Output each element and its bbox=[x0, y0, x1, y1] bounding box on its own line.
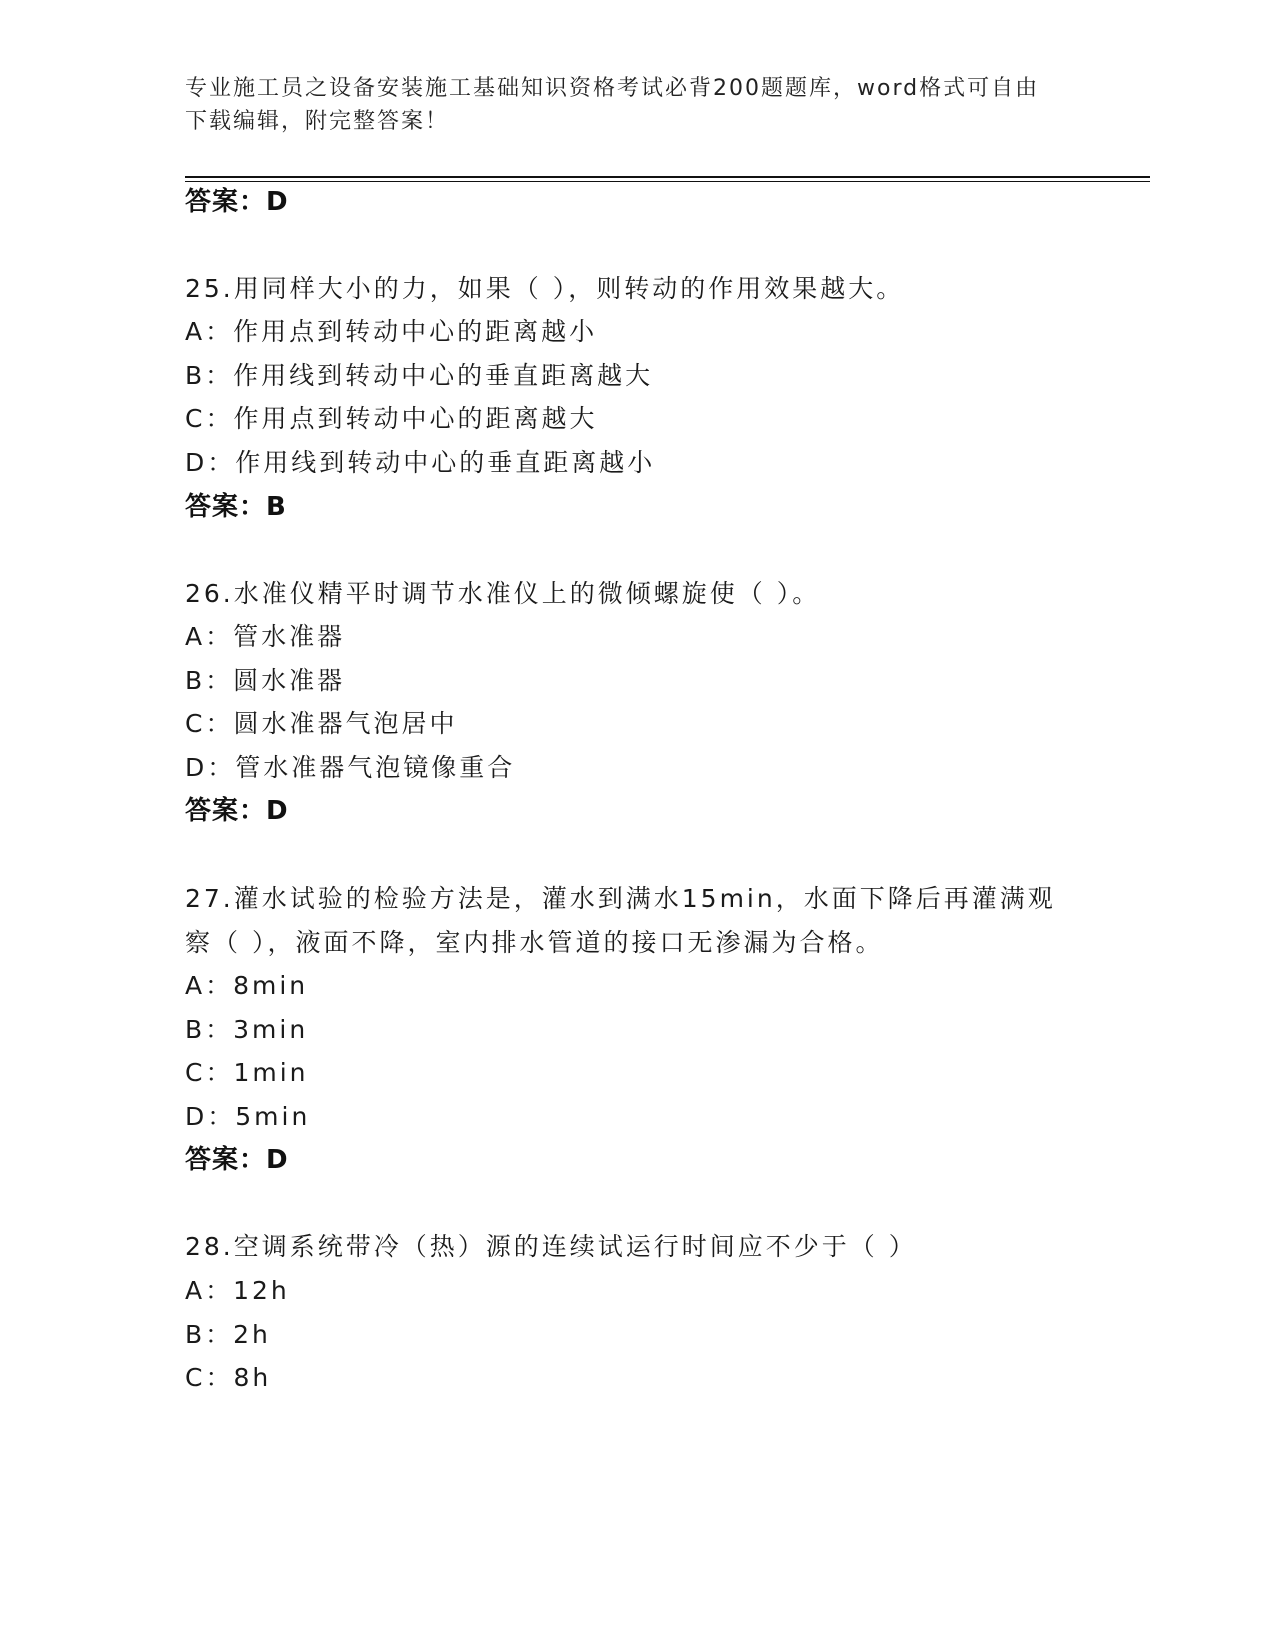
header-line-1: 专业施工员之设备安装施工基础知识资格考试必背200题题库，word格式可自由 bbox=[185, 76, 1040, 101]
question-28-stem: 28.空调系统带冷（热）源的连续试运行时间应不少于（ ） bbox=[185, 1232, 917, 1261]
header-rule-thick bbox=[185, 176, 1150, 178]
question-27-option-c: C：1min bbox=[185, 1058, 309, 1087]
question-27-option-a: A：8min bbox=[185, 971, 309, 1000]
question-26-option-b: B：圆水准器 bbox=[185, 666, 346, 695]
document-header bbox=[185, 72, 1065, 138]
question-26-option-d: D：管水准器气泡镜像重合 bbox=[185, 753, 516, 782]
question-27-option-b: B：3min bbox=[185, 1015, 309, 1044]
question-27-stem-line-1: 27.灌水试验的检验方法是，灌水到满水15min，水面下降后再灌满观 bbox=[185, 884, 1056, 913]
question-26-stem: 26.水准仪精平时调节水准仪上的微倾螺旋使（ ）。 bbox=[185, 579, 821, 608]
question-27-option-d: D：5min bbox=[185, 1102, 311, 1131]
header-rule-thin bbox=[185, 181, 1150, 182]
question-26-answer: 答案：D bbox=[185, 796, 289, 826]
question-25-answer: 答案：B bbox=[185, 492, 287, 522]
answer-previous: 答案：D bbox=[185, 187, 289, 217]
question-25-stem: 25.用同样大小的力，如果（ ），则转动的作用效果越大。 bbox=[185, 274, 905, 303]
header-line-2: 下载编辑，附完整答案！ bbox=[185, 109, 450, 134]
question-28-option-a: A：12h bbox=[185, 1276, 290, 1305]
question-28-option-b: B：2h bbox=[185, 1320, 271, 1349]
question-27-answer: 答案：D bbox=[185, 1145, 289, 1175]
question-28-option-c: C：8h bbox=[185, 1363, 272, 1392]
question-25-option-c: C：作用点到转动中心的距离越大 bbox=[185, 404, 598, 433]
question-26-option-c: C：圆水准器气泡居中 bbox=[185, 709, 458, 738]
question-26-option-a: A：管水准器 bbox=[185, 622, 346, 651]
question-25-option-a: A：作用点到转动中心的距离越小 bbox=[185, 317, 598, 346]
question-25-option-d: D：作用线到转动中心的垂直距离越小 bbox=[185, 448, 656, 477]
question-27-stem-line-2: 察（ ），液面不降，室内排水管道的接口无渗漏为合格。 bbox=[185, 928, 884, 957]
question-25-option-b: B：作用线到转动中心的垂直距离越大 bbox=[185, 361, 654, 390]
